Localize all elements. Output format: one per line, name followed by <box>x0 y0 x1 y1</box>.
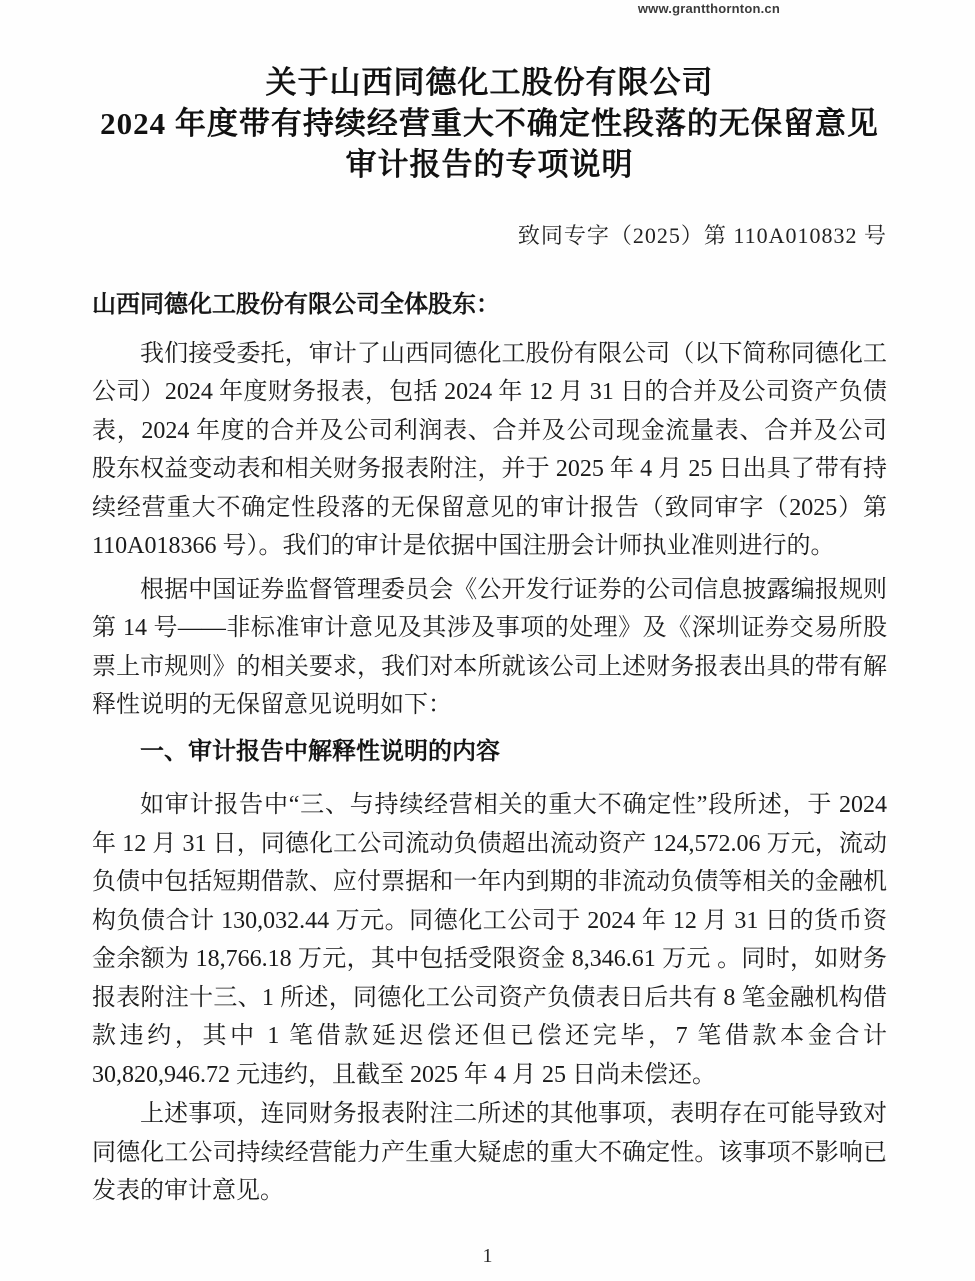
section-heading-explanatory-content: 一、审计报告中解释性说明的内容 <box>140 738 500 765</box>
page-number: 1 <box>482 1245 493 1267</box>
document-title-line3: 审计报告的专项说明 <box>345 147 634 182</box>
reference-number: 致同专字（2025）第 110A010832 号 <box>517 223 887 248</box>
paragraph-engagement: 我们接受委托，审计了山西同德化工股份有限公司（以下简称同德化工公司）2024 年度财务报表，包括 2024 年 12 月 31 日的合并及公司资产负债表，2024 年度的合并及公司利润表、合并及公司现金流量表、合并及公司股东权益变动表和相关财务报表附注，并于 2025 年 4 月 25 日出具了带有持续经营重大不确定性段落的无保留意见的审计报告（致同审字（2025）第 110A018366 号）。我们的审计是依据中国注册会计师执业准则进行的。 <box>92 340 887 559</box>
salutation: 山西同德化工股份有限公司全体股东： <box>92 292 500 318</box>
document-title <box>92 62 887 185</box>
paragraph-going-concern-details: 如审计报告中“三、与持续经营相关的重大不确定性”段所述，于 2024 年 12 月 31 日，同德化工公司流动负债超出流动资产 124,572.06 万元，流动负债中包括短期借款、应付票据和一年内到期的非流动负债等相关的金融机构负债合计 130,032.44 万元。同德化工公司于 2024 年 12 月 31 日的货币资金余额为 18,766.18 万元，其中包括受限资金 8,346.61 万元 。同时，如财务报表附注十三、1 所述，同德化工公司资产负债表日后共有 8 笔金融机构借款违约，其中 1 笔借款延迟偿还但已偿还完毕，7 笔借款本金合计 30,820,946.72 元违约，且截至 2025 年 4 月 25 日尚未偿还。 <box>92 792 887 1088</box>
paragraph-uncertainty-conclusion: 上述事项，连同财务报表附注二所述的其他事项，表明存在可能导致对同德化工公司持续经营能力产生重大疑虑的重大不确定性。该事项不影响已发表的审计意见。 <box>92 1101 887 1204</box>
document-content <box>92 0 887 1211</box>
document-title-line1: 关于山西同德化工股份有限公司 <box>265 65 714 100</box>
document-title-line2: 2024 年度带有持续经营重大不确定性段落的无保留意见 <box>100 106 879 141</box>
paragraph-regulatory-basis: 根据中国证券监督管理委员会《公开发行证券的公司信息披露编报规则第 14 号——非标准审计意见及其涉及事项的处理》及《深圳证券交易所股票上市规则》的相关要求，我们对本所就该公司上述财务报表出具的带有解释性说明的无保留意见说明如下： <box>92 576 887 718</box>
letterhead-website-url: www.grantthornton.cn <box>637 1 780 16</box>
